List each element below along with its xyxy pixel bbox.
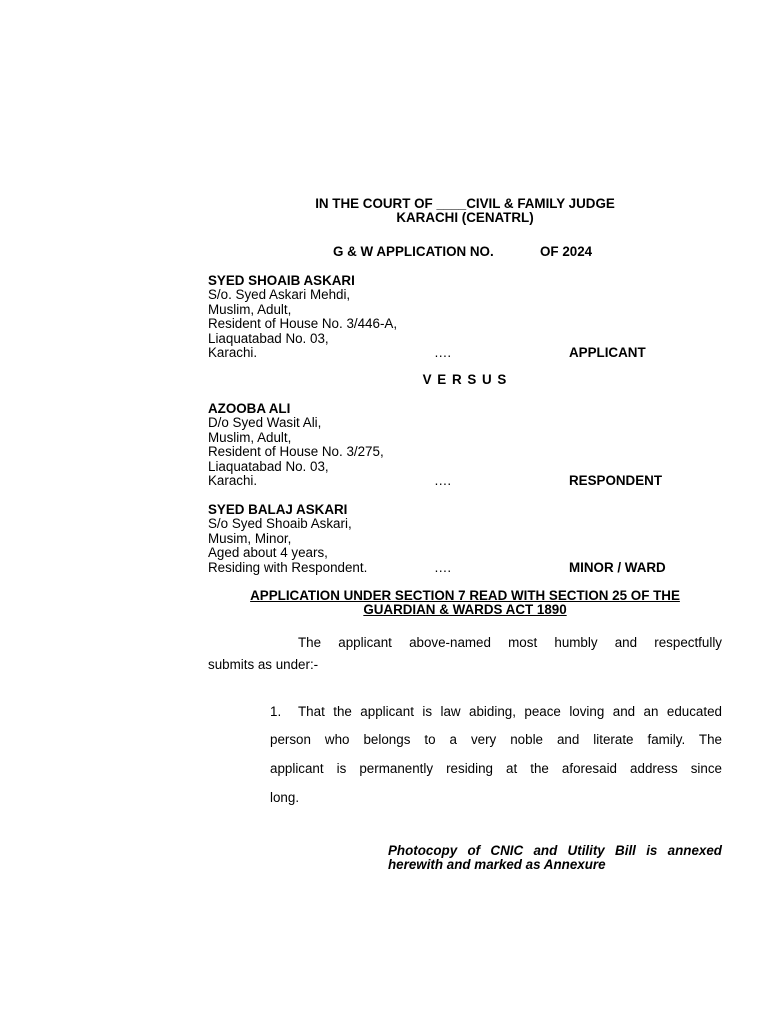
annexure-line-2: herewith and marked as Annexure (388, 857, 606, 873)
respondent-city: Karachi. (208, 472, 258, 488)
minor-line: Aged about 4 years, (208, 545, 328, 561)
court-line-2: KARACHI (CENATRL) (396, 210, 534, 226)
applicant-block (208, 274, 728, 360)
respondent-dots: …. (434, 472, 452, 488)
paragraph-1-line: applicant is permanently residing at the aforesaid address since (270, 761, 722, 776)
intro-line-2: submits as under:- (208, 657, 319, 672)
paragraph-1-number: 1. (270, 704, 282, 719)
respondent-role: RESPONDENT (569, 472, 663, 488)
minor-name: SYED BALAJ ASKARI (208, 502, 348, 517)
respondent-line: Resident of House No. 3/275, (208, 444, 384, 460)
minor-line: S/o Syed Shoaib Askari, (208, 516, 352, 532)
minor-residence: Residing with Respondent. (208, 559, 368, 575)
application-number (333, 245, 633, 260)
respondent-line: D/o Syed Wasit Ali, (208, 415, 322, 431)
annexure-line-1: Photocopy of CNIC and Utility Bill is annexed (388, 843, 722, 858)
respondent-line: Liaquatabad No. 03, (208, 458, 329, 474)
minor-role-row (208, 561, 728, 575)
respondent-block (208, 402, 728, 488)
application-heading (200, 589, 730, 618)
versus: V E R S U S (422, 372, 508, 387)
applicant-role: APPLICANT (569, 344, 646, 360)
applicant-line: Liaquatabad No. 03, (208, 330, 329, 346)
heading-line-2: GUARDIAN & WARDS ACT 1890 (363, 602, 567, 618)
applicant-role-row (208, 346, 728, 360)
court-heading (200, 197, 730, 226)
applicant-name: SYED SHOAIB ASKARI (208, 273, 355, 288)
annexure-note (388, 844, 722, 873)
intro-line-1: The applicant above-named most humbly and respectfully (298, 635, 722, 650)
respondent-name: AZOOBA ALI (208, 401, 291, 416)
paragraph-1-line: person who belongs to a very noble and literate family. The (270, 732, 722, 747)
heading-line-1: APPLICATION UNDER SECTION 7 READ WITH SECTION 25 OF THE (250, 588, 680, 603)
application-year: OF 2024 (540, 244, 593, 259)
applicant-line: S/o. Syed Askari Mehdi, (208, 287, 351, 303)
respondent-role-row (208, 474, 728, 488)
paragraph-1-line: long. (270, 790, 300, 805)
minor-block (208, 503, 728, 575)
paragraph-1-line: That the applicant is law abiding, peace loving and an educated (298, 704, 722, 719)
court-line-1: IN THE COURT OF ____CIVIL & FAMILY JUDGE (315, 196, 615, 211)
minor-dots: …. (434, 559, 452, 575)
applicant-city: Karachi. (208, 344, 258, 360)
paragraph-1 (270, 705, 722, 815)
applicant-line: Muslim, Adult, (208, 301, 292, 317)
applicant-dots: …. (434, 344, 452, 360)
minor-role: MINOR / WARD (569, 559, 666, 575)
respondent-line: Muslim, Adult, (208, 429, 292, 445)
minor-line: Musim, Minor, (208, 530, 292, 546)
application-number-label: G & W APPLICATION NO. (333, 244, 494, 259)
applicant-line: Resident of House No. 3/446-A, (208, 316, 398, 332)
